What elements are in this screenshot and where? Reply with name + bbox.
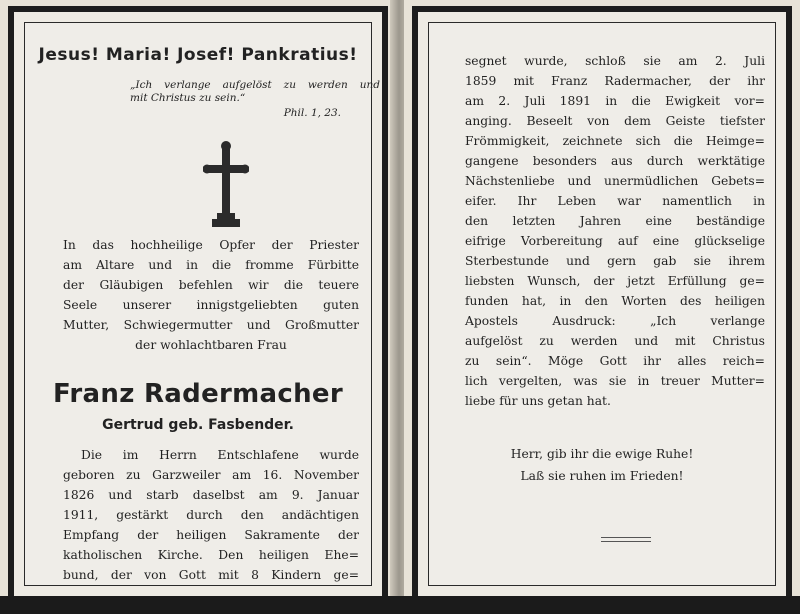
quote-line: mit Christus zu sein.“ <box>130 92 246 104</box>
text-line: Empfang der heiligen Sakramente der <box>63 528 359 542</box>
closing-prayer <box>429 443 775 487</box>
text-line: liebsten Wunsch, der jetzt Erfüllung ge= <box>465 274 765 288</box>
left-page <box>0 0 396 614</box>
text-line: funden hat, in den Worten des heiligen <box>465 294 765 308</box>
text-line: geboren zu Garzweiler am 16. November <box>63 468 359 482</box>
text-line: Sterbestunde und gern gab sie ihrem <box>465 254 765 268</box>
text-line: Apostels Ausdruck: „Ich verlange <box>465 314 765 328</box>
maiden-name: Gertrud geb. Fasbender. <box>102 417 294 433</box>
right-page <box>404 0 800 614</box>
text-line: lich vergelten, was sie in treuer Mutter= <box>465 374 765 388</box>
deceased-name: Franz Radermacher <box>53 379 343 409</box>
text-line: Nächstenliebe und unermüdlichen Gebets= <box>465 174 765 188</box>
left-inner-frame <box>24 22 380 586</box>
text-line: Frömmigkeit, zeichnete sich die Heimge= <box>465 134 765 148</box>
text-line: Seele unserer innigstgeliebten guten <box>63 298 359 312</box>
text-line: der Gläubigen befehlen wir die teuere <box>63 278 359 292</box>
text-line: eifer. Ihr Leben war namentlich in <box>465 194 765 208</box>
text-line: am 2. Juli 1891 in die Ewigkeit vor= <box>465 94 765 108</box>
left-mourning-border <box>8 6 388 602</box>
prayer-line: Laß sie ruhen im Frieden! <box>520 469 684 483</box>
continuation-paragraph <box>465 51 765 411</box>
ornamental-rule <box>601 537 651 542</box>
cross-icon <box>203 141 249 231</box>
text-line: 1911, gestärkt durch den andächtigen <box>63 508 359 522</box>
text-line: 1859 mit Franz Radermacher, der ihr <box>465 74 765 88</box>
right-mourning-border <box>412 6 792 602</box>
text-line: zu sein“. Möge Gott ihr alles reich= <box>465 354 765 368</box>
text-line: gangene besonders aus durch werktätige <box>465 154 765 168</box>
text-line: 1826 und starb daselbst am 9. Januar <box>63 488 359 502</box>
text-line: eifrige Vorbereitung auf eine glückselige <box>465 234 765 248</box>
text-line: segnet wurde, schloß sie am 2. Juli <box>465 54 765 68</box>
text-line: der wohlachtbaren Frau <box>135 338 287 352</box>
text-line: In das hochheilige Opfer der Priester <box>63 238 359 252</box>
text-line: Die im Herrn Entschlafene wurde <box>81 448 359 462</box>
bottom-border-strip <box>0 596 800 614</box>
text-line: katholischen Kirche. Den heiligen Ehe= <box>63 548 359 562</box>
text-line: am Altare und in die fromme Fürbitte <box>63 258 359 272</box>
intro-paragraph <box>63 235 359 355</box>
text-line: liebe für uns getan hat. <box>465 394 611 408</box>
text-line: aufgelöst zu werden und mit Christus <box>465 334 765 348</box>
scripture-quote <box>130 79 380 105</box>
prayer-line: Herr, gib ihr die ewige Ruhe! <box>510 447 694 461</box>
scripture-reference: Phil. 1, 23. <box>283 107 341 119</box>
text-line: bund, der von Gott mit 8 Kindern ge= <box>63 568 359 582</box>
quote-line: „Ich verlange aufgelöst zu werden und <box>130 79 380 91</box>
text-line: anging. Beseelt von dem Geiste tiefster <box>465 114 765 128</box>
text-line: Mutter, Schwiegermutter und Großmutter <box>63 318 359 332</box>
right-inner-frame <box>428 22 776 586</box>
text-line: den letzten Jahren eine beständige <box>465 214 765 228</box>
biography-paragraph <box>63 445 359 585</box>
heading: Jesus! Maria! Josef! Pankratius! <box>38 45 358 65</box>
